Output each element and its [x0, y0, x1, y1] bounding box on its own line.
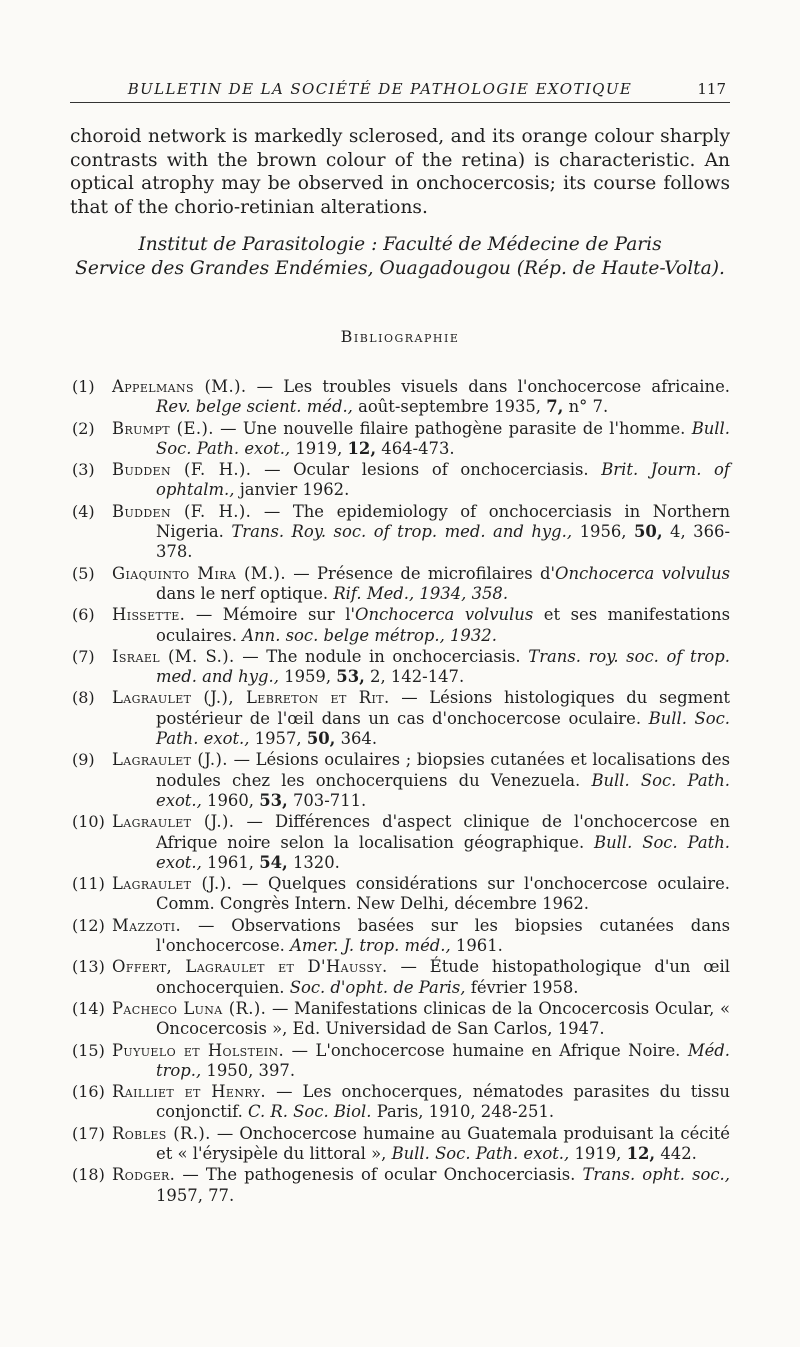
reference-volume: 12,	[626, 1143, 656, 1163]
reference-source: C. R. Soc. Biol.	[248, 1102, 372, 1122]
reference-species: Onchocerca volvulus	[355, 605, 534, 625]
reference-volume: 54,	[259, 852, 288, 872]
reference-source: Rev. belge scient. méd.,	[156, 397, 353, 417]
reference-author: Pacheco Luna (R.).	[112, 998, 267, 1018]
reference-text: — Ocular lesions of onchocerciasis.	[264, 460, 589, 480]
reference-source: Brit. Journ. of ophtalm.,	[156, 460, 730, 500]
reference-text: — Lésions oculaires ; biopsies cutanées et localisations des nodules chez les onchocerquiens du Venezuela.	[156, 750, 730, 790]
reference-pages: n° 7.	[568, 397, 609, 417]
reference-author: Brumpt (E.).	[112, 418, 214, 438]
reference-species: Onchocerca volvulus	[555, 563, 730, 583]
reference-volume: 53,	[336, 667, 365, 687]
reference-number: (2)	[72, 418, 95, 438]
reference-author: Hissette.	[112, 605, 186, 625]
reference-author: Giaquinto Mira (M.).	[112, 563, 286, 583]
reference-rest: janvier 1962.	[239, 480, 350, 500]
reference-rest: 1919,	[574, 1143, 622, 1163]
reference-source: Bull. Soc. Path. exot.,	[156, 832, 730, 872]
reference-item	[72, 916, 730, 957]
reference-number: (13)	[72, 957, 105, 977]
reference-author: Lagraulet (J.).	[112, 812, 235, 832]
reference-source: Trans. Roy. soc. of trop. med. and hyg.,	[231, 522, 573, 542]
reference-pages: 2, 142-147.	[370, 667, 465, 687]
reference-number: (18)	[72, 1165, 105, 1185]
reference-rest: dans le nerf optique.	[156, 583, 329, 603]
reference-text: — Quelques considérations sur l'onchocercose oculaire. Comm. Congrès Intern. New Delhi, décembre 1962.	[156, 874, 730, 914]
reference-number: (9)	[72, 750, 95, 770]
reference-source: Ann. soc. belge métrop., 1932.	[242, 625, 497, 645]
reference-source: Amer. J. trop. méd.,	[290, 936, 451, 956]
reference-item	[72, 419, 730, 460]
reference-number: (11)	[72, 874, 105, 894]
reference-rest: 1959,	[284, 667, 332, 687]
reference-rest: août-septembre 1935,	[358, 397, 542, 417]
reference-text: — Étude histopathologique d'un œil onchocerquien.	[156, 957, 730, 997]
reference-item	[72, 750, 730, 811]
journal-title: BULLETIN DE LA SOCIÉTÉ DE PATHOLOGIE EXOTIQUE	[127, 80, 633, 98]
reference-number: (10)	[72, 812, 105, 832]
running-header	[70, 80, 730, 103]
reference-rest: février 1958.	[470, 977, 579, 997]
reference-author: Offert, Lagraulet et D'Haussy.	[112, 957, 388, 977]
reference-author: Lagraulet (J.).	[112, 874, 233, 894]
reference-number: (16)	[72, 1082, 105, 1102]
reference-author: Budden (F. H.).	[112, 460, 252, 480]
reference-source: Rif. Med., 1934, 358.	[333, 583, 509, 603]
reference-item	[72, 874, 730, 915]
reference-text: — Observations basées sur les biopsies cutanées dans l'onchocercose.	[156, 915, 730, 956]
reference-text: — Lésions histologiques du segment postérieur de l'œil dans un cas d'onchocercose oculaire.	[156, 688, 730, 728]
reference-source: Bull. Soc. Path. exot.,	[156, 418, 730, 458]
affiliation	[70, 233, 730, 281]
reference-pages: 442.	[660, 1143, 697, 1163]
reference-author: Budden (F. H.).	[112, 501, 252, 521]
reference-item	[72, 1041, 730, 1082]
reference-rest: 1961.	[455, 936, 503, 956]
reference-text: — The pathogenesis of ocular Onchocerciasis.	[182, 1165, 576, 1185]
reference-number: (3)	[72, 460, 95, 480]
reference-source: Bull. Soc. Path. exot.,	[156, 708, 730, 749]
reference-item	[72, 564, 730, 605]
reference-pages: 1320.	[292, 852, 340, 872]
reference-number: (8)	[72, 688, 95, 708]
body-paragraph: choroid network is markedly sclerosed, and its orange colour sharply contrasts with the brown colour of the retina) is characteristic. An optical atrophy may be observed in onchocercosis; its course follows that of the chorio-retinian alterations.	[70, 126, 730, 218]
reference-source: Méd. trop.,	[156, 1040, 730, 1080]
reference-rest: 1961,	[207, 852, 254, 872]
page-number: 117	[697, 80, 726, 98]
reference-rest: 1957, 77.	[156, 1185, 235, 1205]
reference-volume: 50,	[634, 522, 663, 542]
reference-text: — Différences d'aspect clinique de l'onchocercose en Afrique noire selon la localisation géographique.	[156, 812, 730, 852]
reference-author: Railliet et Henry.	[112, 1082, 266, 1102]
reference-text: — The epidemiology of onchocerciasis in Northern Nigeria.	[156, 501, 731, 542]
reference-rest: 1960,	[207, 790, 254, 810]
reference-item	[72, 460, 730, 501]
reference-text: — Manifestations clinicas de la Oncocercosis Ocular, « Oncocercosis », Ed. Universidad de San Carlos, 1947.	[156, 998, 731, 1039]
reference-item	[72, 1165, 730, 1206]
reference-author: Mazzoti.	[112, 915, 182, 935]
bibliography-heading: Bibliographie	[340, 327, 460, 346]
reference-item	[72, 377, 730, 418]
reference-source: Bull. Soc. Path. exot.,	[156, 770, 730, 810]
reference-pages: 464-473.	[381, 438, 455, 458]
reference-item	[72, 502, 730, 563]
reference-item	[72, 688, 730, 749]
reference-number: (5)	[72, 563, 95, 583]
reference-rest: et ses manifestations oculaires.	[156, 605, 730, 645]
reference-author: Rodger.	[112, 1165, 176, 1185]
reference-author: Appelmans (M.).	[112, 377, 247, 396]
reference-source: Bull. Soc. Path. exot.,	[391, 1143, 570, 1163]
reference-pages: 4, 366-378.	[156, 522, 730, 562]
reference-item	[72, 1124, 730, 1165]
reference-rest: 1919,	[295, 438, 343, 458]
reference-volume: 53,	[259, 790, 288, 810]
reference-text: — Présence de microfilaires d'	[293, 563, 556, 583]
reference-number: (12)	[72, 915, 105, 935]
reference-number: (7)	[72, 646, 95, 666]
reference-rest: 1956,	[579, 522, 627, 542]
reference-volume: 12,	[347, 438, 377, 458]
reference-number: (14)	[72, 998, 105, 1018]
reference-author: Lagraulet (J.).	[112, 750, 228, 770]
reference-source: Soc. d'opht. de Paris,	[289, 977, 466, 997]
reference-number: (4)	[72, 501, 95, 521]
reference-text: — The nodule in onchocerciasis.	[242, 646, 521, 666]
affiliation-line-1: Institut de Parasitologie : Faculté de Médecine de Paris	[138, 234, 662, 255]
reference-pages: 703-711.	[292, 790, 367, 810]
reference-text: — Les onchocerques, nématodes parasites du tissu conjonctif.	[156, 1082, 730, 1122]
reference-item	[72, 605, 730, 646]
affiliation-line-2: Service des Grandes Endémies, Ouagadougou (Rép. de Haute-Volta).	[75, 258, 725, 279]
reference-item	[72, 999, 730, 1040]
reference-number: (1)	[72, 377, 95, 396]
reference-number: (17)	[72, 1123, 105, 1143]
reference-item	[72, 812, 730, 873]
reference-number: (6)	[72, 605, 95, 625]
reference-rest: 1950, 397.	[206, 1060, 296, 1080]
reference-list	[72, 377, 730, 1207]
reference-item	[72, 647, 730, 688]
reference-rest: 1957,	[254, 729, 302, 749]
reference-text: — Les troubles visuels dans l'onchocercose africaine.	[256, 377, 730, 396]
reference-author: Robles (R.).	[112, 1123, 211, 1143]
reference-text: — Onchocercose humaine au Guatemala produisant la cécité et « l'érysipèle du littoral »,	[156, 1123, 730, 1163]
reference-item	[72, 957, 730, 998]
reference-text: — Une nouvelle filaire pathogène parasite de l'homme.	[220, 418, 686, 438]
reference-number: (15)	[72, 1040, 105, 1060]
reference-item	[72, 1082, 730, 1123]
reference-text: — Mémoire sur l'	[195, 605, 356, 625]
reference-pages: 364.	[340, 729, 378, 749]
reference-rest: Paris, 1910, 248-251.	[376, 1102, 555, 1122]
reference-source: Trans. roy. soc. of trop. med. and hyg.,	[156, 646, 730, 687]
reference-author: Puyuelo et Holstein.	[112, 1040, 285, 1060]
reference-volume: 50,	[306, 729, 336, 749]
reference-source: Trans. opht. soc.,	[582, 1165, 730, 1185]
reference-text: — L'onchocercose humaine en Afrique Noire.	[291, 1040, 681, 1060]
reference-author: Israel (M. S.).	[112, 646, 235, 666]
reference-volume: 7,	[546, 397, 564, 417]
reference-author: Lagraulet (J.), Lebreton et Rit.	[112, 688, 390, 708]
